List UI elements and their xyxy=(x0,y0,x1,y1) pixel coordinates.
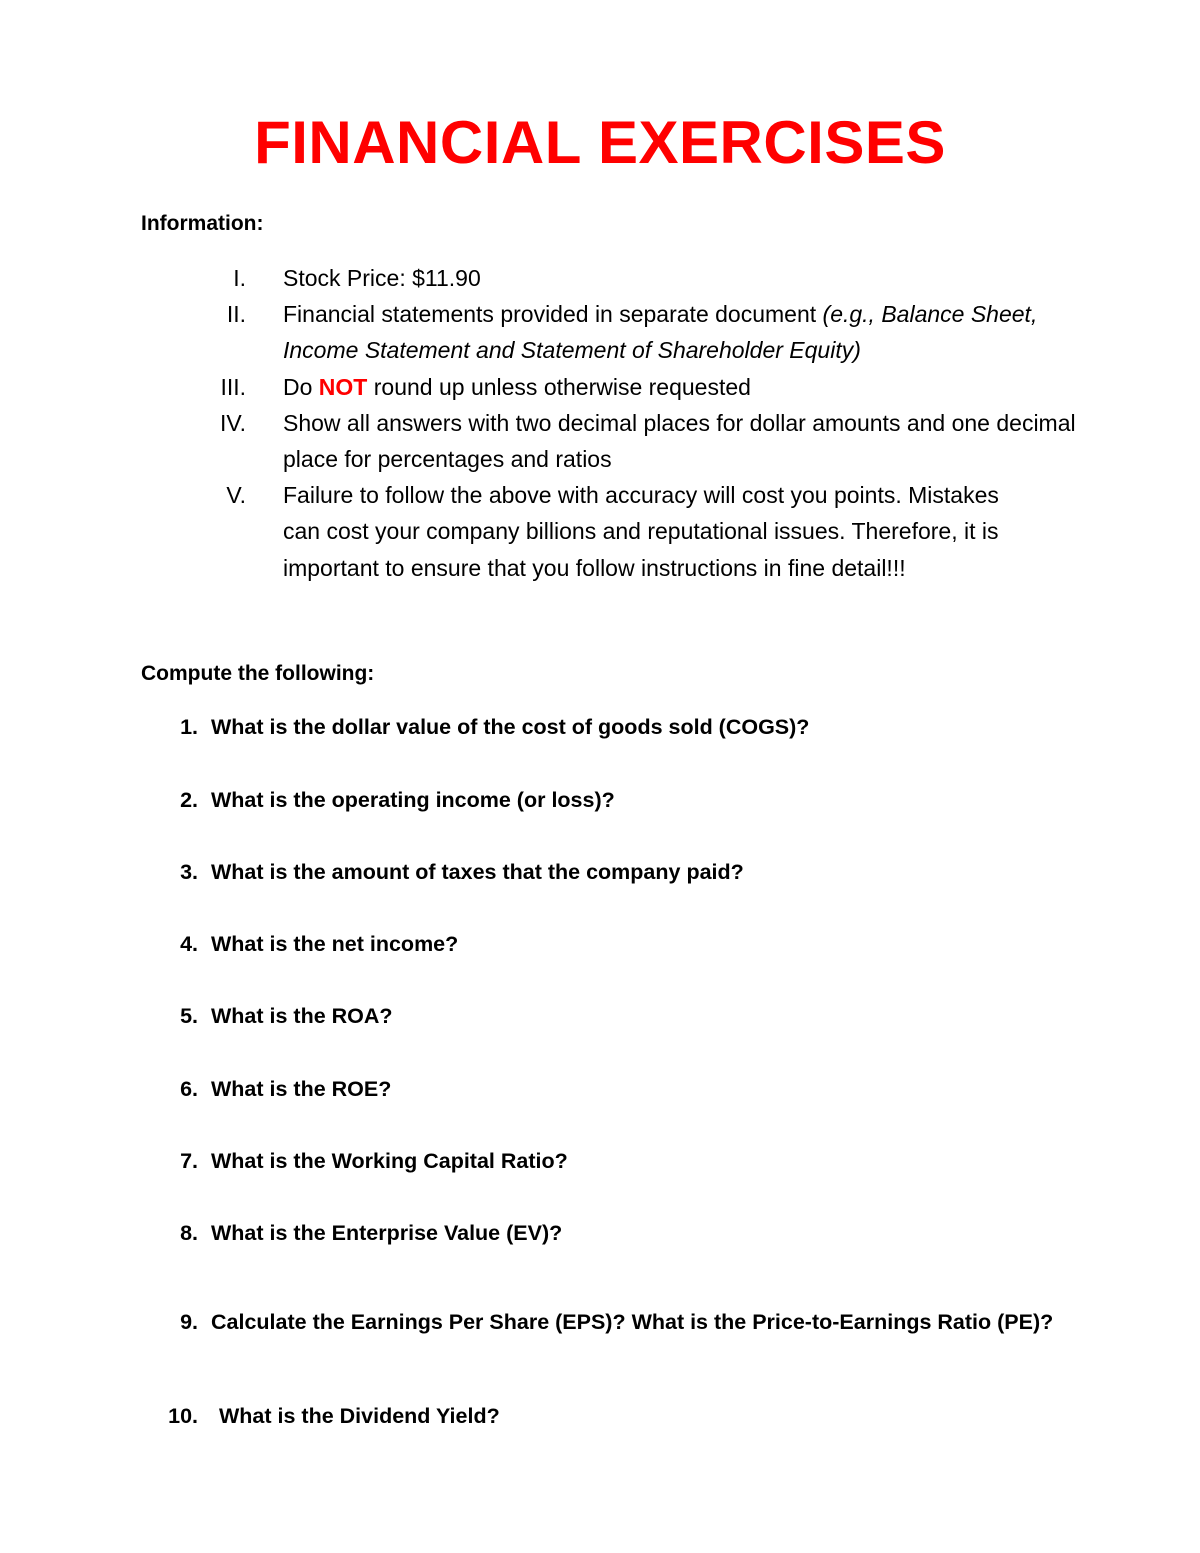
question-number: 9. xyxy=(180,1310,198,1334)
question-text: What is the Dividend Yield? xyxy=(219,1404,500,1428)
item-numeral: III. xyxy=(220,374,246,400)
question-number: 10. xyxy=(168,1404,198,1428)
item-text xyxy=(283,369,1083,405)
item-text-emphasis: NOT xyxy=(318,374,368,400)
question-number: 5. xyxy=(180,1004,198,1028)
question-item xyxy=(141,1304,1081,1377)
question-number: 8. xyxy=(180,1221,198,1245)
item-text-plain: Financial statements provided in separate document xyxy=(283,301,823,327)
question-number: 2. xyxy=(180,788,198,812)
question-number: 6. xyxy=(180,1077,198,1101)
question-text: What is the Enterprise Value (EV)? xyxy=(211,1221,563,1245)
item-numeral: II. xyxy=(226,301,246,327)
question-text: What is the Working Capital Ratio? xyxy=(211,1149,568,1173)
compute-heading: Compute the following: xyxy=(141,662,375,685)
item-text: Show all answers with two decimal places for dollar amounts and one decimal place for percentages and ratios xyxy=(283,410,1076,473)
question-number: 4. xyxy=(180,932,198,956)
question-number: 3. xyxy=(180,860,198,884)
question-text: What is the amount of taxes that the company paid? xyxy=(211,860,744,884)
document-title: FINANCIAL EXERCISES xyxy=(254,109,946,176)
information-heading: Information: xyxy=(141,212,264,235)
item-text-plain-after: round up unless otherwise requested xyxy=(367,374,751,400)
information-item xyxy=(141,405,1081,478)
information-item xyxy=(141,296,1081,369)
question-text: What is the ROA? xyxy=(211,1004,393,1028)
question-number: 1. xyxy=(180,715,198,739)
question-text: Calculate the Earnings Per Share (EPS)? What is the Price-to-Earnings Ratio (PE)? xyxy=(211,1310,1054,1334)
item-text: Failure to follow the above with accuracy will cost you points. Mistakes can cost your company billions and reputational issues. Therefore, it is important to ensure that you follow instructions in fine detail!!! xyxy=(283,482,999,581)
information-item xyxy=(141,260,1081,297)
information-item xyxy=(141,369,1081,406)
item-numeral: IV. xyxy=(219,410,246,436)
item-text-italic: (e.g., Balance Sheet, Income Statement and Statement of Shareholder Equity) xyxy=(283,301,1038,364)
item-numeral: I. xyxy=(233,265,246,291)
question-text: What is the ROE? xyxy=(211,1077,392,1101)
item-text xyxy=(283,296,1083,369)
item-numeral: V. xyxy=(226,482,246,508)
question-text: What is the net income? xyxy=(211,932,459,956)
information-item xyxy=(141,477,1081,623)
question-text: What is the dollar value of the cost of goods sold (COGS)? xyxy=(211,715,810,739)
item-text: Stock Price: $11.90 xyxy=(283,265,481,291)
question-number: 7. xyxy=(180,1149,198,1173)
question-text: What is the operating income (or loss)? xyxy=(211,788,615,812)
item-text-plain: Do xyxy=(283,374,319,400)
